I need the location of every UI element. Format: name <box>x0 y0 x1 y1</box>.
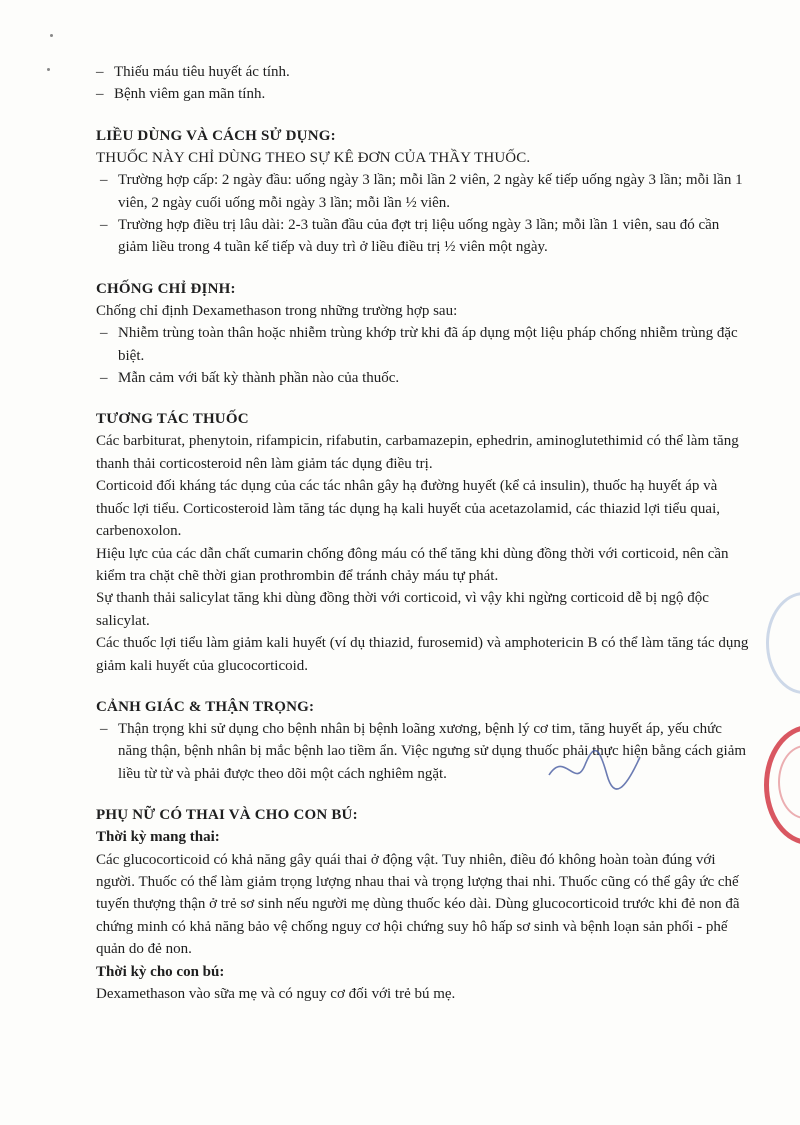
indications-list <box>92 61 752 106</box>
section-contraindications <box>96 278 752 390</box>
interaction-paragraph: Các thuốc lợi tiểu làm giảm kali huyết (ví dụ thiazid, furosemid) và amphotericin B có thể làm tăng tác dụng giảm kali huyết của glucocorticoid. <box>96 635 749 674</box>
interaction-paragraph: Corticoid đối kháng tác dụng của các tác nhân gây hạ đường huyết (kể cả insulin), thuốc hạ huyết áp và thuốc lợi tiểu. Corticosteroid làm tăng tác dụng hạ kali huyết của acetazolamid, các thiazid lợi tiểu quai, carbenoxolon. <box>96 478 720 540</box>
list-item: – Trường hợp cấp: 2 ngày đầu: uống ngày 3 lần; mỗi lần 2 viên, 2 ngày kế tiếp uống ngày 3 lần; mỗi lần 1 viên, 2 ngày cuối uống mỗi ngày 3 lần; mỗi lần ½ viên. <box>96 169 752 214</box>
interaction-paragraph: Các barbiturat, phenytoin, rifampicin, rifabutin, carbamazepin, ephedrin, aminoglutethimid có thể làm tăng thanh thải corticosteroid nên làm giảm tác dụng điều trị. <box>96 433 739 472</box>
pregnancy-paragraph: Các glucocorticoid có khả năng gây quái thai ở động vật. Tuy nhiên, điều đó không hoàn toàn đúng với người. Thuốc có thể làm giảm trọng lượng nhau thai và trọng lượng thai nhi. Thuốc cũng có thể gây ức chế tuyến thượng thận ở trẻ sơ sinh nếu người mẹ dùng thuốc kéo dài. Dùng glucocorticoid trước khi đẻ non đã chứng minh có khả năng bảo vệ chống nguy cơ hội chứng suy hô hấp sơ sinh và bệnh loạn sản phổi - phế quản do đẻ non. <box>96 851 740 958</box>
contraindications-intro: Chống chỉ định Dexamethason trong những trường hợp sau: <box>96 302 458 319</box>
list-item: – Mẫn cảm với bất kỳ thành phần nào của thuốc. <box>96 367 752 389</box>
list-item: – Trường hợp điều trị lâu dài: 2-3 tuần đầu của đợt trị liệu uống ngày 3 lần; mỗi lần 1 viên, sau đó cần giảm liều trong 4 tuần kế tiếp và duy trì ở liều điều trị ½ viên một ngày. <box>96 214 752 259</box>
list-item: – Bệnh viêm gan mãn tính. <box>92 83 752 105</box>
list-item: – Nhiễm trùng toàn thân hoặc nhiễm trùng khớp trừ khi đã áp dụng một liệu pháp chống nhiễm trùng đặc biệt. <box>96 322 752 367</box>
handwritten-signature <box>545 745 655 795</box>
faded-stamp <box>766 592 800 694</box>
interactions-heading: TƯƠNG TÁC THUỐC <box>96 411 249 428</box>
interaction-paragraph: Hiệu lực của các dẫn chất cumarin chống đông máu có thể tăng khi dùng đồng thời với corticoid, nên cần kiểm tra chặt chẽ thời gian prothrombin để tránh chảy máu tự phát. <box>96 545 729 584</box>
contraindications-list <box>96 322 752 389</box>
list-item: – Thiếu máu tiêu huyết ác tính. <box>92 61 752 83</box>
prescription-note: THUỐC NÀY CHỈ DÙNG THEO SỰ KÊ ĐƠN CỦA THẦY THUỐC. <box>96 149 531 166</box>
scan-speck <box>47 68 50 71</box>
section-indications-continued <box>96 61 752 106</box>
lactation-subheading: Thời kỳ cho con bú: <box>96 963 225 980</box>
pregnancy-subheading: Thời kỳ mang thai: <box>96 829 220 846</box>
dosage-list <box>96 169 752 259</box>
scan-speck <box>50 34 53 37</box>
pregnancy-heading: PHỤ NỮ CÓ THAI VÀ CHO CON BÚ: <box>96 807 358 824</box>
section-interactions <box>96 408 752 676</box>
dosage-heading: LIỀU DÙNG VÀ CÁCH SỬ DỤNG: <box>96 127 336 144</box>
document-body <box>96 55 752 1005</box>
interaction-paragraph: Sự thanh thải salicylat tăng khi dùng đồng thời với corticoid, vì vậy khi ngừng corticoid dễ bị ngộ độc salicylat. <box>96 590 709 629</box>
contraindications-heading: CHỐNG CHỈ ĐỊNH: <box>96 280 236 297</box>
section-dosage <box>96 125 752 259</box>
lactation-paragraph: Dexamethason vào sữa mẹ và có nguy cơ đối với trẻ bú mẹ. <box>96 986 456 1002</box>
list-item: – Thận trọng khi sử dụng cho bệnh nhân bị bệnh loãng xương, bệnh lý cơ tim, tăng huyết áp, yếu chức năng thận, bệnh nhân bị mắc bệnh lao tiềm ẩn. Việc ngưng sử dụng thuốc phải thực hiện bằng cách giảm liều từ từ và phải được theo dõi một cách nghiêm ngặt. <box>96 718 752 785</box>
precautions-heading: CẢNH GIÁC & THẬN TRỌNG: <box>96 698 315 715</box>
section-pregnancy-lactation <box>96 804 752 1005</box>
